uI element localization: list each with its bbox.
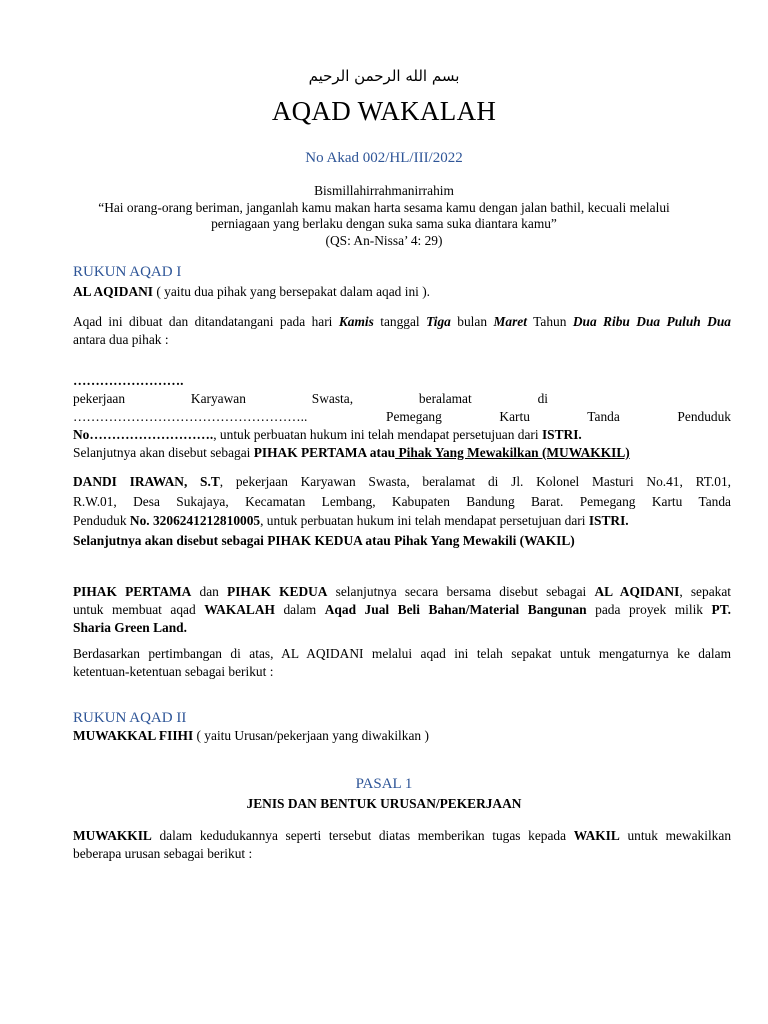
rukun-1-label: AL AQIDANI ( yaitu dua pihak yang bersepakat dalam aqad ini ).: [73, 284, 431, 299]
party-1-block: …………………….pekerjaan Karyawan Swasta, beralamat di …………………………………………….. Pemegang Kartu Tanda Penduduk No………………………., untuk perbuatan hukum ini telah mendapat persetujuan dari ISTRI. Selanjutnya akan disebut sebagai PIHAK PERTAMA atau Pihak Yang Mewakilkan (MUWAKKIL): [73, 373, 731, 460]
intro-paragraph: Aqad ini dibuat dan ditandatangani pada hari Kamis tanggal Tiga bulan Maret Tahun Dua Ribu Dua Puluh Dua antara dua pihak :: [73, 314, 731, 347]
pasal-1-heading: PASAL 1: [355, 776, 413, 792]
rukun-2-label: MUWAKKAL FIIHI ( yaitu Urusan/pekerjaan yang diwakilkan ): [73, 728, 429, 743]
rukun-1-heading: RUKUN AQAD I: [73, 264, 182, 280]
party-2-block: DANDI IRAWAN, S.T, pekerjaan Karyawan Swasta, beralamat di Jl. Kolonel Masturi No.41, RT.01, R.W.01, Desa Sukajaya, Kecamatan Lembang, Kabupaten Bandung Barat. Pemegang Kartu Tanda Penduduk No. 3206241212810005, untuk perbuatan hukum ini telah mendapat persetujuan dari ISTRI. Selanjutnya akan disebut sebagai PIHAK KEDUA atau Pihak Yang Mewakili (WAKIL): [73, 474, 731, 548]
consideration-paragraph: Berdasarkan pertimbangan di atas, AL AQIDANI melalui aqad ini telah sepakat untuk mengaturnya ke dalam ketentuan-ketentuan sebagai berikut :: [73, 646, 731, 679]
quote-reference: (QS: An-Nissa’ 4: 29): [325, 233, 443, 248]
akad-number: No Akad 002/HL/III/2022: [305, 150, 463, 166]
party-2-name: DANDI IRAWAN, S.T: [73, 474, 220, 489]
document-title: AQAD WAKALAH: [271, 96, 497, 126]
quote-opening: Bismillahirrahmanirrahim: [314, 183, 454, 198]
pasal-1-paragraph: MUWAKKIL dalam kedudukannya seperti tersebut diatas memberikan tugas kepada WAKIL untuk mewakilkan beberapa urusan sebagai berikut :: [73, 828, 732, 861]
quote-line: perniagaan yang berlaku dengan suka sama suka diantara kamu”: [211, 216, 557, 231]
pasal-1-subheading: JENIS DAN BENTUK URUSAN/PEKERJAAN: [246, 796, 522, 811]
rukun-2-heading: RUKUN AQAD II: [73, 710, 187, 726]
agreement-paragraph: PIHAK PERTAMA dan PIHAK KEDUA selanjutnya secara bersama disebut sebagai AL AQIDANI, sepakat untuk membuat aqad WAKALAH dalam Aqad Jual Beli Bahan/Material Bangunan pada proyek milik PT. Sharia Green Land.: [73, 584, 732, 635]
quote-line: “Hai orang-orang beriman, janganlah kamu makan harta sesama kamu dengan jalan bathil, kecuali melalui: [98, 200, 670, 215]
basmalah: بسم الله الرحمن الرحيم: [308, 67, 460, 85]
